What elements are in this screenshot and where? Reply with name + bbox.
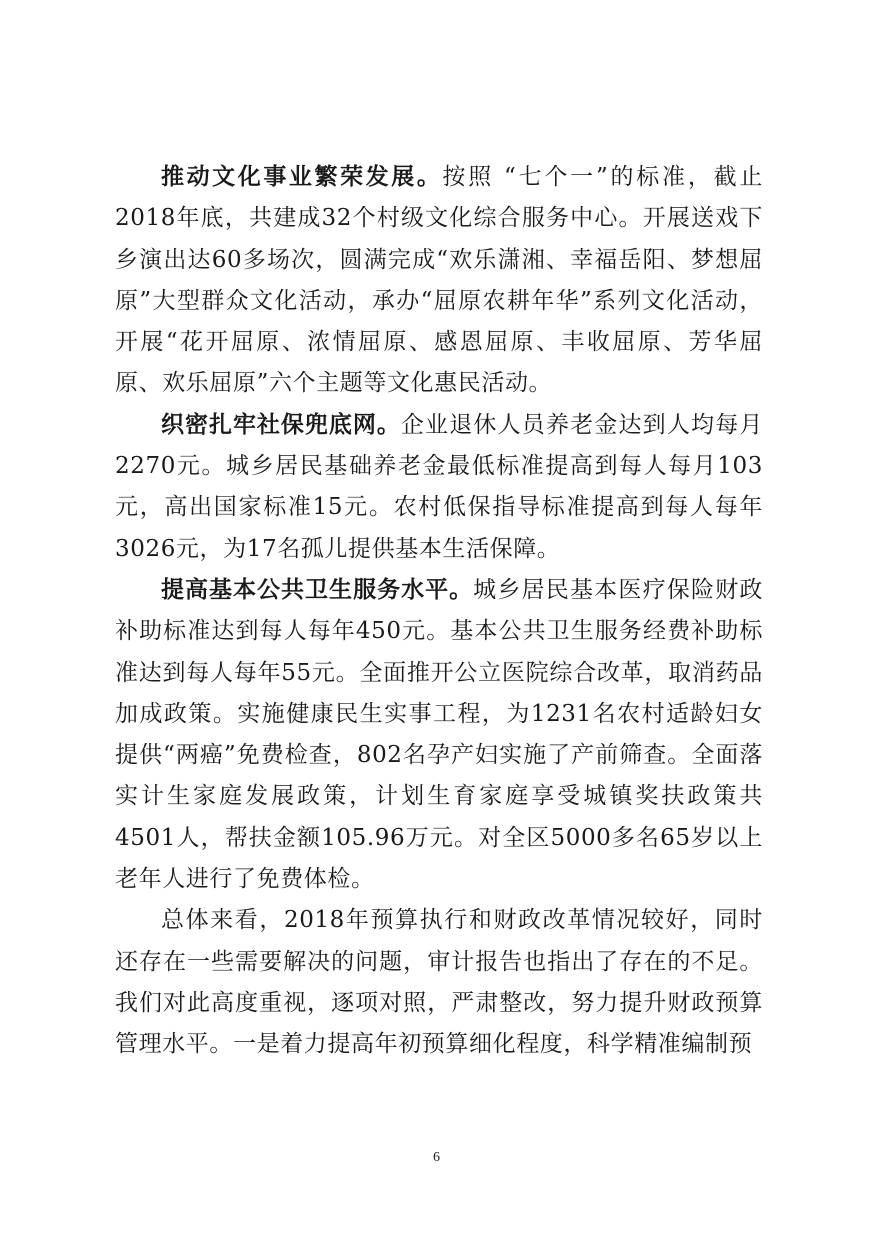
paragraph-heading: 提高基本公共卫生服务水平。	[161, 576, 474, 603]
paragraph-summary	[115, 900, 763, 1065]
paragraph-public-health	[115, 570, 763, 900]
body-text	[115, 157, 763, 1066]
page-number: 6	[433, 1150, 440, 1165]
paragraph-heading: 织密扎牢社保兜底网。	[161, 411, 401, 438]
paragraph-text: 城乡居民基本医疗保险财政补助标准达到每人每年450元。基本公共卫生服务经费补助标准达到每人每年55元。全面推开公立医院综合改革，取消药品加成政策。实施健康民生实事工程，为1231名农村适龄妇女提供“两癌”免费检查，802名孕产妇实施了产前筛查。全面落实计生家庭发展政策，计划生育家庭享受城镇奖扶政策共4501人，帮扶金额105.96万元。对全区5000多名65岁以上老年人进行了免费体检。	[115, 576, 763, 893]
paragraph-culture	[115, 157, 763, 405]
paragraph-text: 企业退休人员养老金达到人均每月2270元。城乡居民基础养老金最低标准提高到每人每月103元，高出国家标准15元。农村低保指导标准提高到每人每年3026元，为17名孤儿提供基本生活保障。	[115, 411, 764, 562]
paragraph-text: 总体来看，2018年预算执行和财政改革情况较好，同时还存在一些需要解决的问题，审计报告也指出了存在的不足。我们对此高度重视，逐项对照，严肃整改，努力提升财政预算管理水平。一是着力提高年初预算细化程度，科学精准编制预	[115, 907, 763, 1058]
paragraph-text: 按照 “七个一”的标准，截止2018年底，共建成32个村级文化综合服务中心。开展送戏下乡演出达60多场次，圆满完成“欢乐潇湘、幸福岳阳、梦想屈原”大型群众文化活动，承办“屈原农耕年华”系列文化活动，开展“花开屈原、浓情屈原、感恩屈原、丰收屈原、芳华屈原、欢乐屈原”六个主题等文化惠民活动。	[115, 164, 763, 397]
paragraph-social-security	[115, 405, 763, 570]
paragraph-heading: 推动文化事业繁荣发展。	[161, 164, 443, 190]
